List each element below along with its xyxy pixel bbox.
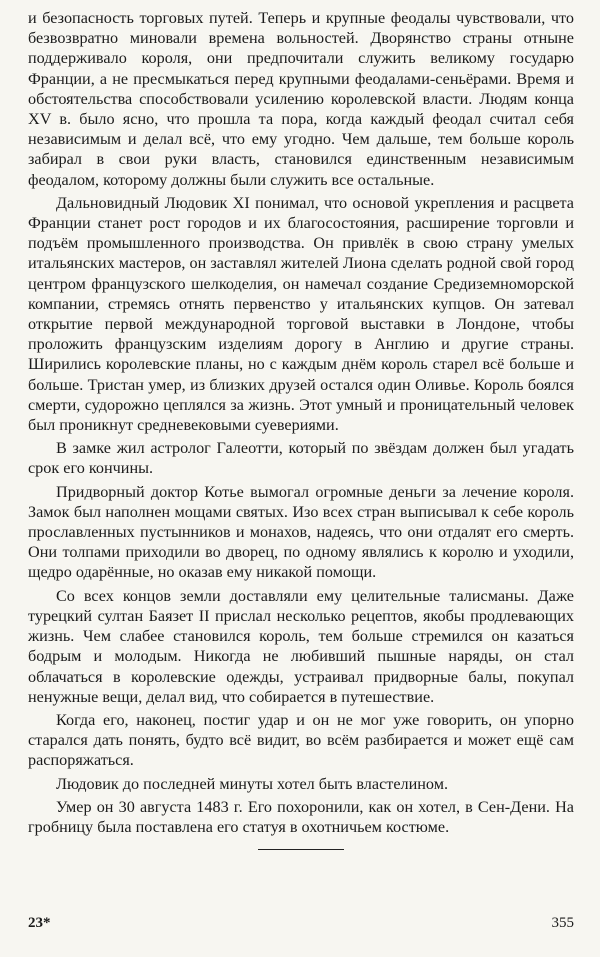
paragraph-6: Когда его, наконец, постиг удар и он не мог уже говорить, он упорно старался дать понять, будто всё видит, во всём разбирается и может ещё сам распоряжаться. [28, 710, 574, 770]
page-number: 355 [551, 915, 574, 931]
section-divider [258, 849, 344, 850]
paragraph-8: Умер он 30 августа 1483 г. Его похоронили, как он хотел, в Сен-Дени. На гробницу была поставлена его статуя в охотничьем костюме. [28, 797, 574, 836]
paragraph-2: Дальновидный Людовик XI понимал, что основой укрепления и расцвета Франции станет рост городов и их благосостояния, расширение торговли и подъём промышленного производства. Он привлёк в свою страну умелых итальянских мастеров, он заставлял жителей Лиона сделать родной свой город центром французского шелкоделия, он намечал создание Средиземноморской компании, стремясь отнять первенство у итальянских купцов. Он затевал открытие первой международной торговой выставки в Лондоне, чтобы проложить французским изделиям дорогу в Англию и другие страны. Ширились королевские планы, но с каждым днём король старел всё больше и больше. Тристан умер, из близких друзей остался один Оливье. Король боялся смерти, судорожно цеплялся за жизнь. Этот умный и проницательный человек был проникнут средневековыми суевериями. [28, 193, 574, 435]
paragraph-3: В замке жил астролог Галеотти, который по звёздам должен был угадать срок его кончины. [28, 439, 574, 478]
paragraph-5: Со всех концов земли доставляли ему целительные талисманы. Даже турецкий султан Баязет II прислал несколько рецептов, якобы продлевающих жизнь. Чем слабее становился король, тем больше стремился он казаться бодрым и молодым. Никогда не любивший пышные наряды, он стал облачаться в королевские одежды, устраивал придворные балы, покупал ненужные вещи, делал вид, что собирается в путешествие. [28, 586, 574, 706]
signature-mark: 23* [28, 915, 51, 931]
paragraph-4: Придворный доктор Котье вымогал огромные деньги за лечение короля. Замок был наполнен мощами святых. Изо всех стран выписывал к себе король прославленных пустынников и монахов, надеясь, что они отдалят его смерть. Они толпами приходили во дворец, по одному являлись к королю и уходили, щедро одарённые, но оказав ему никакой помощи. [28, 482, 574, 582]
paragraph-1: и безопасность торговых путей. Теперь и крупные феодалы чувствовали, что безвозвратно миновали времена вольностей. Дворянство страны отныне поддерживало короля, они предпочитали служить великому государю Франции, а не пресмыкаться перед крупными феодалами-сеньёрами. Время и обстоятельства способствовали усилению королевской власти. Людям конца XV в. было ясно, что прошла та пора, когда каждый феодал считал себя независимым и делал всё, что ему угодно. Чем дальше, тем больше король забирал в свои руки власть, становился единственным независимым феодалом, которому должны были служить все остальные. [28, 9, 574, 189]
page-text [28, 8, 574, 850]
paragraph-7: Людовик до последней минуты хотел быть властелином. [56, 774, 448, 793]
